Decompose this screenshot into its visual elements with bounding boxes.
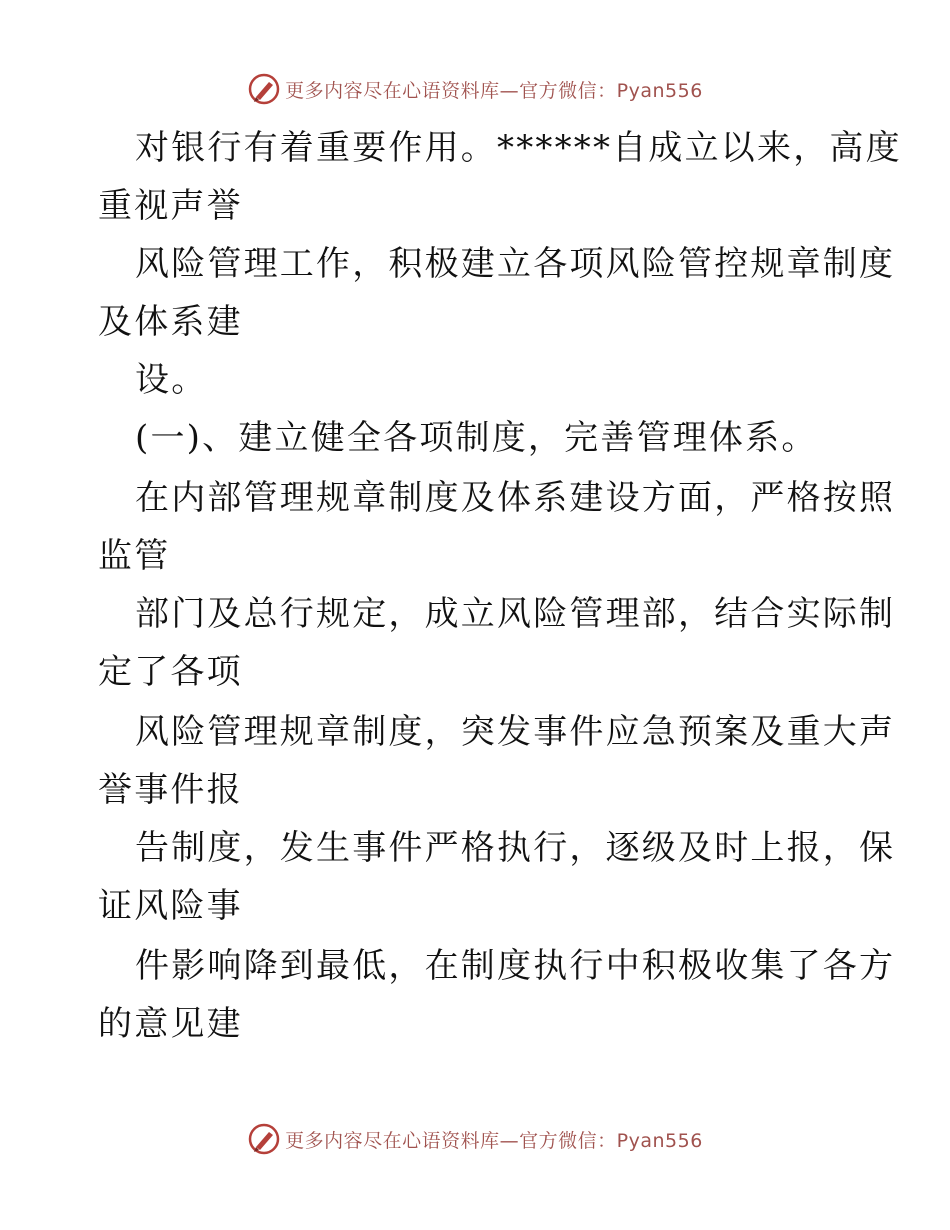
watermark-footer	[0, 1122, 950, 1156]
text-line: 风险管理规章制度，突发事件应急预案及重大声	[135, 712, 896, 752]
text-line: 的意见建	[98, 1004, 243, 1044]
text-line: 定了各项	[98, 652, 243, 692]
text-line: 监管	[98, 536, 171, 576]
text-line: 件影响降到最低，在制度执行中积极收集了各方	[135, 946, 896, 986]
watermark-text: 更多内容尽在心语资料库—官方微信：Pyan556	[285, 1129, 703, 1152]
text-line: 及体系建	[98, 302, 243, 342]
text-line: 告制度，发生事件严格执行，逐级及时上报，保	[135, 828, 896, 868]
text-line: 重视声誉	[98, 186, 243, 226]
text-line: 设。	[135, 360, 208, 400]
text-line: 在内部管理规章制度及体系建设方面，严格按照	[135, 478, 896, 518]
pen-logo-icon	[247, 1122, 281, 1156]
watermark-text: 更多内容尽在心语资料库—官方微信：Pyan556	[285, 79, 703, 102]
text-line: 证风险事	[98, 886, 243, 926]
text-line: 誉事件报	[98, 770, 243, 810]
text-line: 部门及总行规定，成立风险管理部，结合实际制	[135, 594, 896, 634]
text-line: 风险管理工作，积极建立各项风险管控规章制度	[135, 244, 896, 284]
text-line: 对银行有着重要作用。******自成立以来，高度	[135, 128, 902, 168]
text-line: (一)、建立健全各项制度，完善管理体系。	[135, 418, 818, 458]
